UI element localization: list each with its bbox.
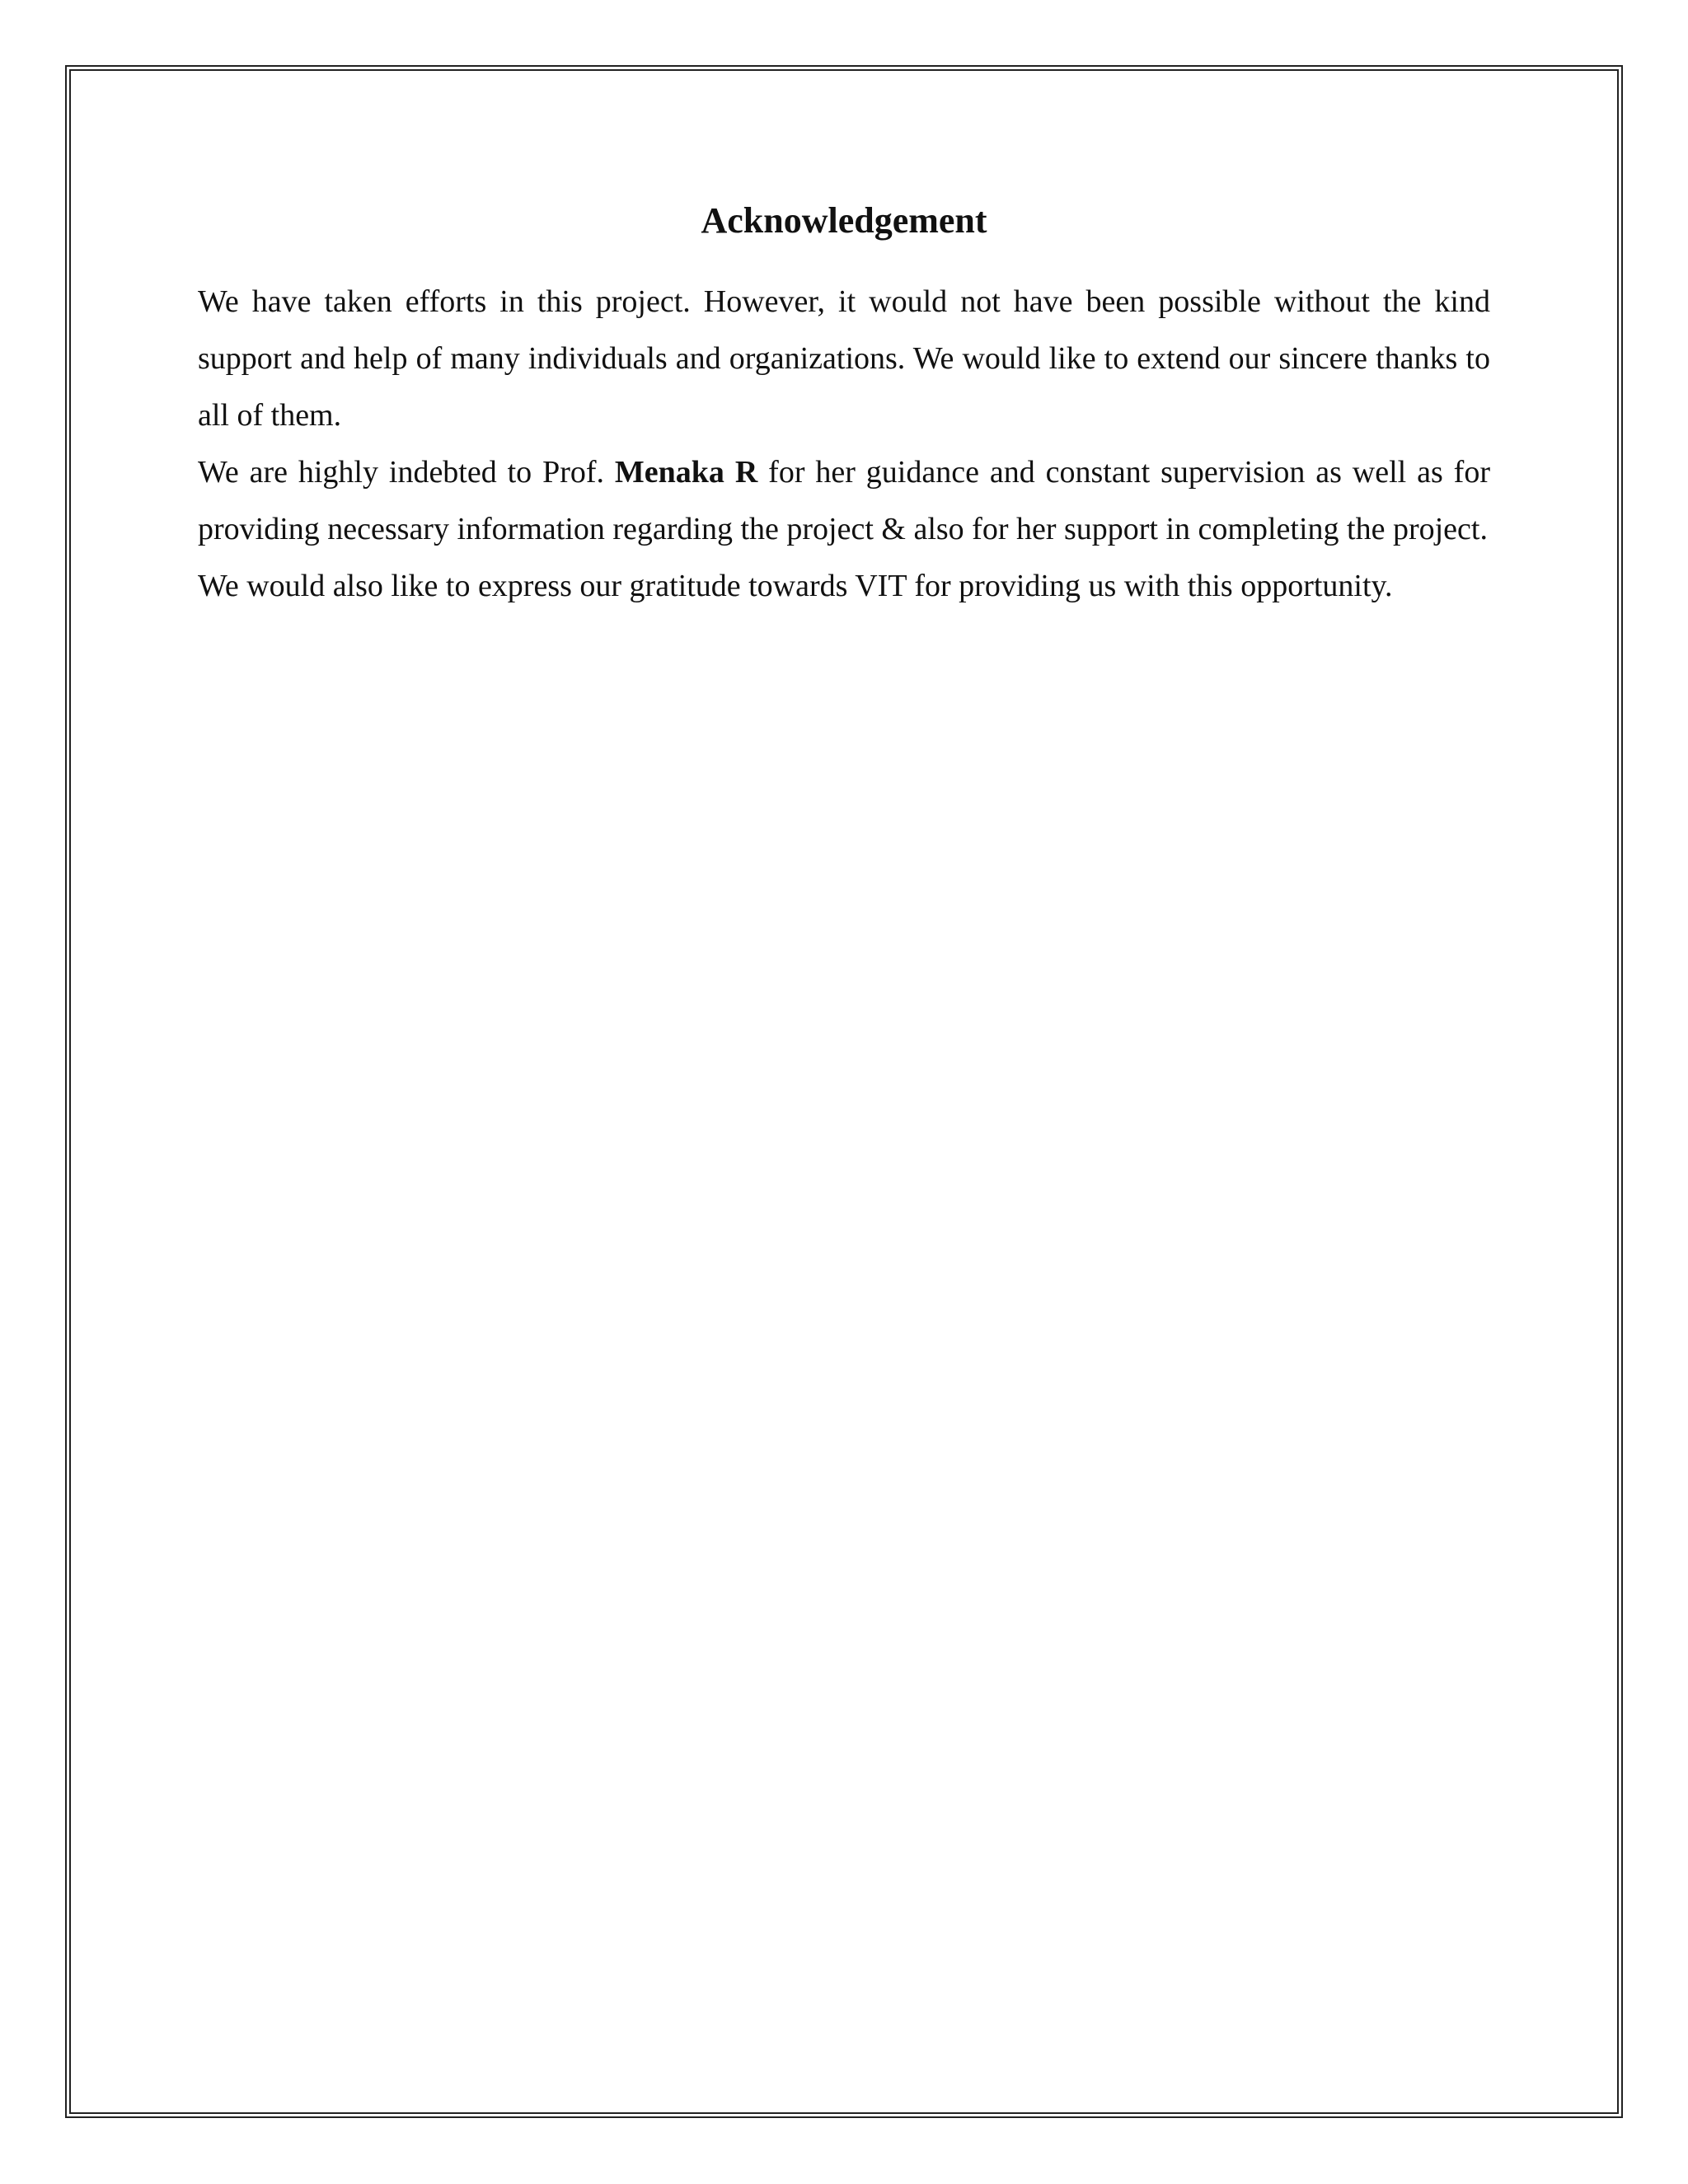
paragraph-guidance [198,444,1490,558]
paragraph-gratitude: We would also like to express our gratitude towards VIT for providing us with this opportunity. [198,569,1393,603]
paragraph-guidance-start: We are highly indebted to Prof. [198,455,615,490]
guide-name: Menaka R [614,455,758,490]
paragraph-guidance-end: for her guidance and constant supervision as well as for providing necessary information regarding the project & also for her support in completing the project. [198,455,1490,546]
paragraph-intro: We have taken efforts in this project. However, it would not have been possible without the kind support and help of many individuals and organizations. We would like to extend our sincere thanks to all of them. [198,284,1490,433]
page-title: Acknowledgement [701,200,987,241]
document-body [198,198,1490,615]
